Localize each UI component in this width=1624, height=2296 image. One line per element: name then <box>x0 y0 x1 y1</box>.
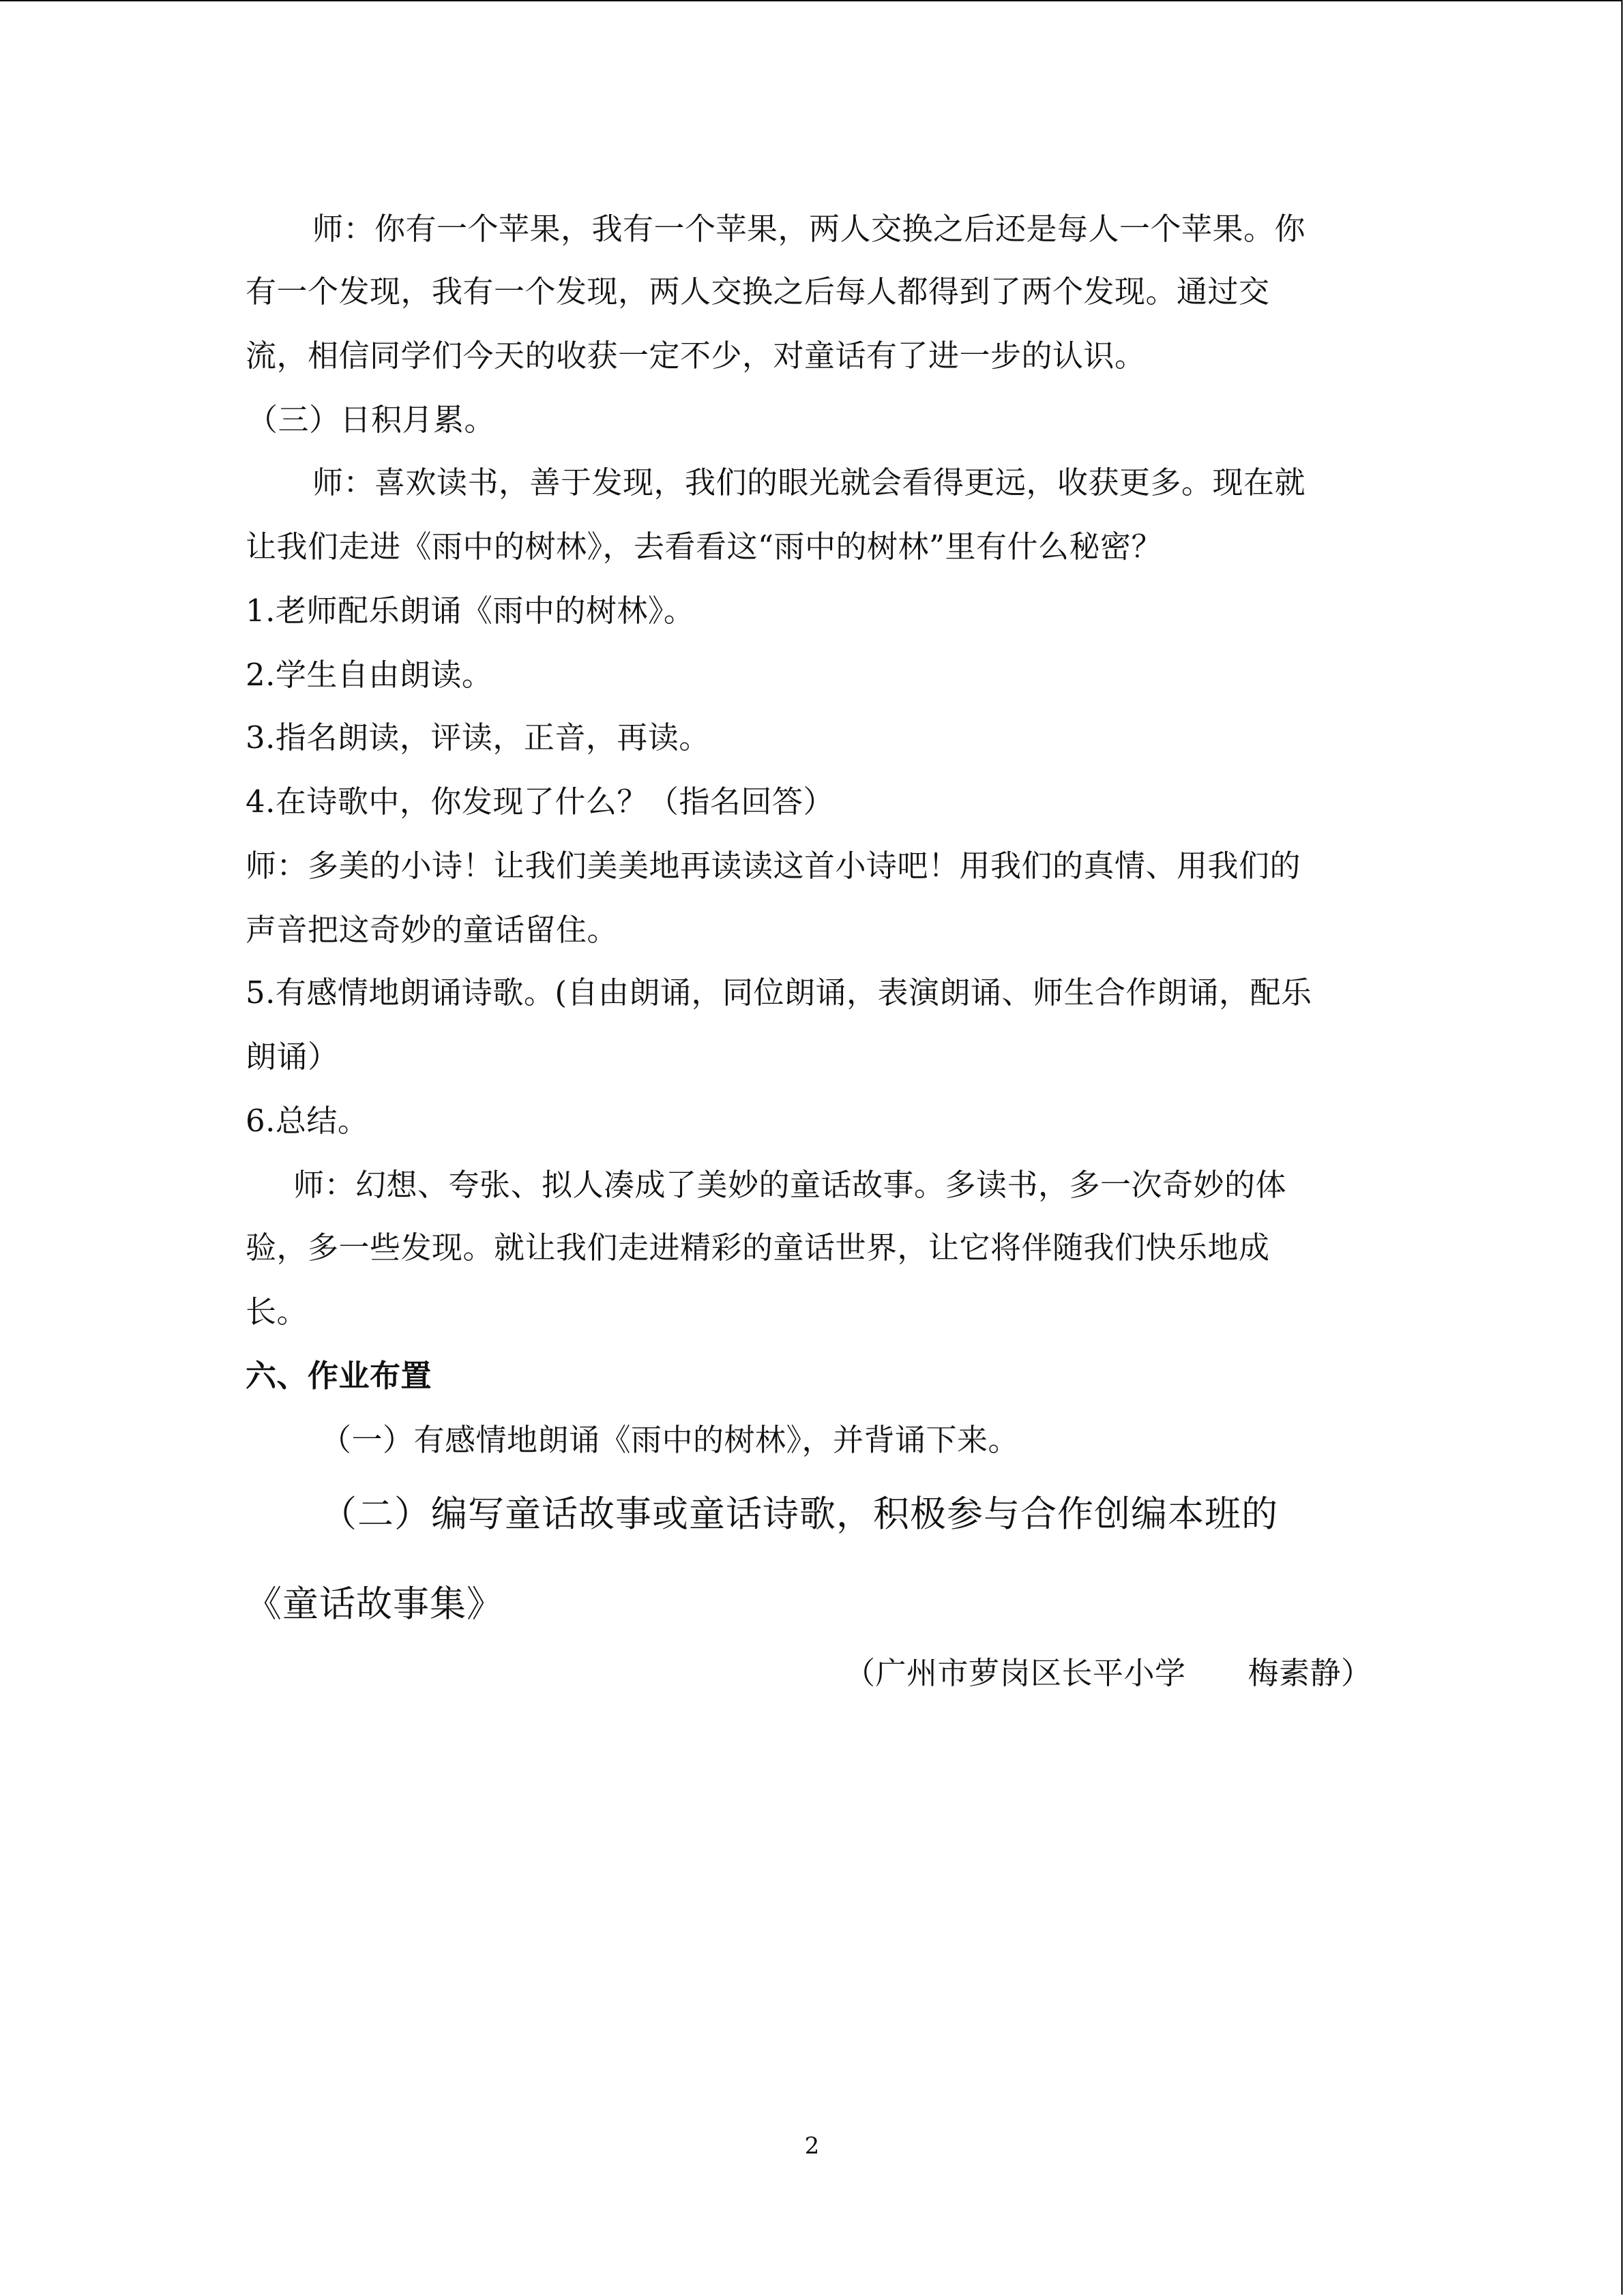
paragraph-line: 声音把这奇妙的童话留住。 <box>246 912 619 948</box>
paragraph-line: 师：喜欢读书，善于发现，我们的眼光就会看得更远，收获更多。现在就 <box>312 464 1306 501</box>
author-signature: （广州市萝岗区长平小学 梅素静） <box>844 1655 1372 1691</box>
paragraph-line: 师：你有一个苹果，我有一个苹果，两人交换之后还是每人一个苹果。你 <box>312 211 1306 247</box>
list-item: 4.在诗歌中，你发现了什么？（指名回答） <box>246 784 834 820</box>
paragraph-line: 师：多美的小诗！让我们美美地再读读这首小诗吧！用我们的真情、用我们的 <box>246 848 1301 884</box>
list-item: 5.有感情地朗诵诗歌。(自由朗诵，同位朗诵，表演朗诵、师生合作朗诵，配乐 <box>246 974 1312 1011</box>
paragraph-line: 长。 <box>246 1294 308 1330</box>
page-number: 2 <box>804 2132 820 2160</box>
paragraph-line: 流，相信同学们今天的收获一定不少，对童话有了进一步的认识。 <box>246 338 1146 374</box>
list-item: 6.总结。 <box>246 1103 369 1139</box>
section-heading: 六、作业布置 <box>246 1358 432 1394</box>
list-item: 1.老师配乐朗诵《雨中的树林》。 <box>246 593 695 629</box>
paragraph-line: 朗诵） <box>246 1039 339 1075</box>
paragraph-line: 师：幻想、夸张、拟人凑成了美妙的童话故事。多读书，多一次奇妙的体 <box>293 1167 1287 1203</box>
paragraph-line: 让我们走进《雨中的树林》，去看看这“雨中的树林”里有什么秘密？ <box>246 528 1163 565</box>
list-item: 3.指名朗读，评读，正音，再读。 <box>246 719 710 756</box>
list-item: 2.学生自由朗读。 <box>246 657 493 693</box>
paragraph-line: 验，多一些发现。就让我们走进精彩的童话世界，让它将伴随我们快乐地成 <box>246 1229 1270 1266</box>
homework-item: （一）有感情地朗诵《雨中的树林》，并背诵下来。 <box>321 1422 1020 1458</box>
homework-item: 《童话故事集》 <box>246 1583 503 1625</box>
homework-item: （二）编写童话故事或童话诗歌，积极参与合作创编本班的 <box>321 1493 1278 1535</box>
section-heading: （三）日积月累。 <box>247 402 496 438</box>
paragraph-line: 有一个发现，我有一个发现，两人交换之后每人都得到了两个发现。通过交 <box>246 273 1270 310</box>
